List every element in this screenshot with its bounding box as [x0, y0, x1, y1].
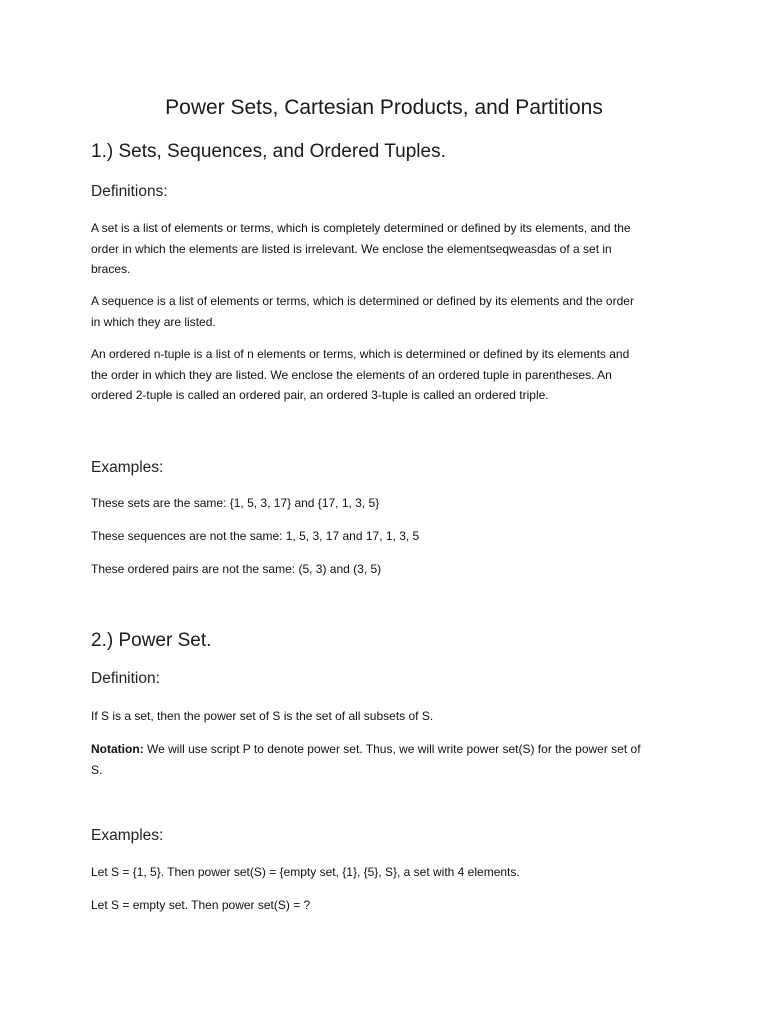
paragraph-line [91, 739, 677, 760]
examples-heading-2: Examples: [91, 827, 164, 844]
examples-heading-1: Examples: [91, 459, 164, 476]
notation-label: Notation: [91, 742, 144, 756]
example-sets-line [91, 493, 677, 514]
definition-set-paragraph [91, 218, 677, 280]
paragraph-line: An ordered n-tuple is a list of n elements or terms, which is determined or defined by its elements and [91, 347, 630, 361]
section-2-heading: 2.) Power Set. [91, 630, 212, 651]
paragraph-line: If S is a set, then the power set of S is the set of all subsets of S. [91, 709, 434, 723]
definition-tuple-paragraph [91, 344, 677, 406]
paragraph-line: A sequence is a list of elements or terms, which is determined or defined by its elements and the order [91, 294, 634, 308]
definition-heading: Definition: [91, 670, 160, 687]
power-set-example-1 [91, 862, 677, 883]
document-title: Power Sets, Cartesian Products, and Partitions [165, 96, 603, 119]
notation-paragraph [91, 739, 677, 780]
power-set-definition [91, 706, 677, 727]
paragraph-line: braces. [91, 262, 131, 276]
paragraph-line: A set is a list of elements or terms, which is completely determined or defined by its elements, and the [91, 221, 631, 235]
paragraph-line: Let S = {1, 5}. Then power set(S) = {empty set, {1}, {5}, S}, a set with 4 elements. [91, 865, 520, 879]
paragraph-line: the order in which they are listed. We enclose the elements of an ordered tuple in parentheses. An [91, 367, 612, 382]
notation-text: We will use script P to denote power set. Thus, we will write power set(S) for the power set of [143, 742, 641, 756]
paragraph-line: ordered 2-tuple is called an ordered pair, an ordered 3-tuple is called an ordered triple. [91, 388, 549, 402]
paragraph-line: These sets are the same: {1, 5, 3, 17} and {17, 1, 3, 5} [91, 496, 380, 510]
section-1-heading: 1.) Sets, Sequences, and Ordered Tuples. [91, 141, 446, 162]
paragraph-line: in which they are listed. [91, 314, 216, 329]
definition-sequence-paragraph [91, 291, 677, 332]
example-pairs-line [91, 559, 677, 580]
paragraph-line: Let S = empty set. Then power set(S) = ? [91, 898, 311, 912]
paragraph-line: order in which the elements are listed is irrelevant. We enclose the elementseqweasdas of a set in [91, 241, 612, 256]
paragraph-line: These ordered pairs are not the same: (5, 3) and (3, 5) [91, 562, 382, 576]
paragraph-line: S. [91, 762, 103, 777]
paragraph-line: These sequences are not the same: 1, 5, 3, 17 and 17, 1, 3, 5 [91, 529, 420, 543]
example-sequences-line [91, 526, 677, 547]
definitions-heading: Definitions: [91, 183, 168, 200]
power-set-example-2 [91, 895, 677, 916]
